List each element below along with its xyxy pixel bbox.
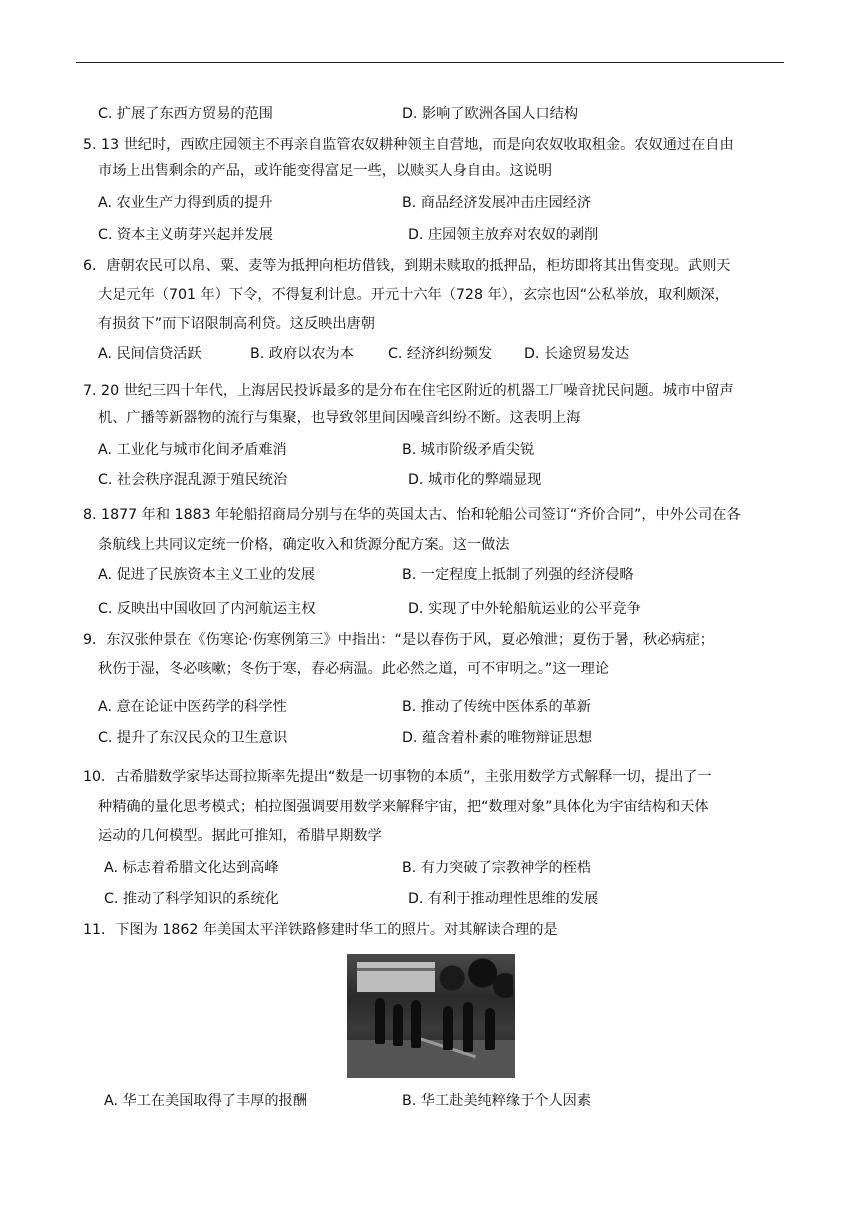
q7-option-a[interactable]: A. 工业化与城市化间矛盾难消 bbox=[98, 442, 287, 458]
q11-option-a[interactable]: A. 华工在美国取得了丰厚的报酬 bbox=[104, 1093, 307, 1109]
q5-stem-line1: 5. 13 世纪时，西欧庄园领主不再亲自监管农奴耕种领主自营地，而是向农奴收取租金。农奴通过在自由 bbox=[83, 137, 734, 153]
q5-stem-line2: 市场上出售剩余的产品，或许能变得富足一些，以赎买人身自由。这说明 bbox=[98, 163, 553, 179]
q10-stem-line3: 运动的几何模型。据此可推知，希腊早期数学 bbox=[98, 828, 382, 844]
q7-option-c[interactable]: C. 社会秩序混乱源于殖民统治 bbox=[98, 472, 288, 488]
q9-stem-line1: 9．东汉张仲景在《伤寒论·伤寒例第三》中指出：“是以春伤于风，夏必飧泄；夏伤于暑，秋必病症； bbox=[83, 632, 714, 648]
photo-trees bbox=[437, 958, 513, 1008]
q10-option-b[interactable]: B. 有力突破了宗教神学的桎梏 bbox=[402, 860, 592, 876]
q8-option-b[interactable]: B. 一定程度上抵制了列强的经济侵略 bbox=[402, 567, 634, 583]
q6-option-b[interactable]: B. 政府以农为本 bbox=[250, 346, 354, 362]
photo-building bbox=[357, 962, 435, 992]
q11-stem-line1: 11．下图为 1862 年美国太平洋铁路修建时华工的照片。对其解读合理的是 bbox=[83, 922, 558, 938]
photo-worker-figure bbox=[375, 998, 385, 1044]
q8-option-a[interactable]: A. 促进了民族资本主义工业的发展 bbox=[98, 567, 316, 583]
q9-option-a[interactable]: A. 意在论证中医药学的科学性 bbox=[98, 699, 287, 715]
q10-option-a[interactable]: A. 标志着希腊文化达到高峰 bbox=[104, 860, 279, 876]
q10-stem-line2: 种精确的量化思考模式；柏拉图强调要用数学来解释宇宙，把“数理对象”具体化为宇宙结构和天体 bbox=[98, 799, 709, 815]
q7-option-d[interactable]: D. 城市化的弊端显现 bbox=[408, 472, 542, 488]
q5-option-d[interactable]: D. 庄园领主放弃对农奴的剥削 bbox=[408, 227, 599, 243]
q5-option-b[interactable]: B. 商品经济发展冲击庄园经济 bbox=[402, 195, 592, 211]
q8-option-d[interactable]: D. 实现了中外轮船航运业的公平竞争 bbox=[408, 601, 641, 617]
q8-option-c[interactable]: C. 反映出中国收回了内河航运主权 bbox=[98, 601, 316, 617]
q9-option-d[interactable]: D. 蕴含着朴素的唯物辩证思想 bbox=[402, 730, 593, 746]
q9-stem-line2: 秋伤于湿，冬必咳嗽；冬伤于寒，春必病温。此必然之道，可不审明之。”这一理论 bbox=[98, 661, 610, 677]
q6-option-a[interactable]: A. 民间信贷活跃 bbox=[98, 346, 202, 362]
railroad-workers-photo bbox=[347, 954, 515, 1078]
q4-option-d[interactable]: D. 影响了欧洲各国人口结构 bbox=[402, 106, 579, 122]
q9-option-b[interactable]: B. 推动了传统中医体系的革新 bbox=[402, 699, 592, 715]
q6-option-c[interactable]: C. 经济纠纷频发 bbox=[388, 346, 493, 362]
q7-option-b[interactable]: B. 城市阶级矛盾尖锐 bbox=[402, 442, 535, 458]
photo-worker-figure bbox=[485, 1008, 495, 1050]
q9-option-c[interactable]: C. 提升了东汉民众的卫生意识 bbox=[98, 730, 288, 746]
q5-option-a[interactable]: A. 农业生产力得到质的提升 bbox=[98, 195, 273, 211]
q10-option-c[interactable]: C. 推动了科学知识的系统化 bbox=[104, 891, 279, 907]
q8-stem-line2: 条航线上共同议定统一价格，确定收入和货源分配方案。这一做法 bbox=[98, 537, 510, 553]
q6-stem-line2: 大足元年（701 年）下令，不得复利计息。开元十六年（728 年），玄宗也因“公私举放，取利颇深， bbox=[98, 287, 729, 303]
q6-stem-line3: 有损贫下”而下诏限制高利贷。这反映出唐朝 bbox=[98, 316, 375, 332]
q7-stem-line1: 7. 20 世纪三四十年代，上海居民投诉最多的是分布在住宅区附近的机器工厂噪音扰民问题。城市中留声 bbox=[83, 383, 734, 399]
q11-option-b[interactable]: B. 华工赴美纯粹缘于个人因素 bbox=[402, 1093, 592, 1109]
q6-option-d[interactable]: D. 长途贸易发达 bbox=[524, 346, 630, 362]
q10-stem-line1: 10．古希腊数学家毕达哥拉斯率先提出“数是一切事物的本质”，主张用数学方式解释一切，提出了一 bbox=[83, 769, 712, 785]
q8-stem-line1: 8. 1877 年和 1883 年轮船招商局分别与在华的英国太古、怡和轮船公司签订“齐价合同”，中外公司在各 bbox=[83, 507, 741, 523]
header-rule bbox=[76, 62, 784, 63]
q4-option-c[interactable]: C. 扩展了东西方贸易的范围 bbox=[98, 106, 273, 122]
photo-worker-figure bbox=[411, 1000, 421, 1048]
photo-worker-figure bbox=[443, 1006, 453, 1050]
photo-worker-figure bbox=[393, 1004, 403, 1046]
q10-option-d[interactable]: D. 有利于推动理性思维的发展 bbox=[408, 891, 599, 907]
q7-stem-line2: 机、广播等新器物的流行与集聚，也导致邻里间因噪音纠纷不断。这表明上海 bbox=[98, 410, 581, 426]
q5-option-c[interactable]: C. 资本主义萌芽兴起并发展 bbox=[98, 227, 273, 243]
photo-worker-figure bbox=[463, 1002, 473, 1052]
q6-stem-line1: 6．唐朝农民可以帛、粟、麦等为抵押向柜坊借钱，到期未赎取的抵押品，柜坊即将其出售变现。武则天 bbox=[83, 258, 731, 274]
